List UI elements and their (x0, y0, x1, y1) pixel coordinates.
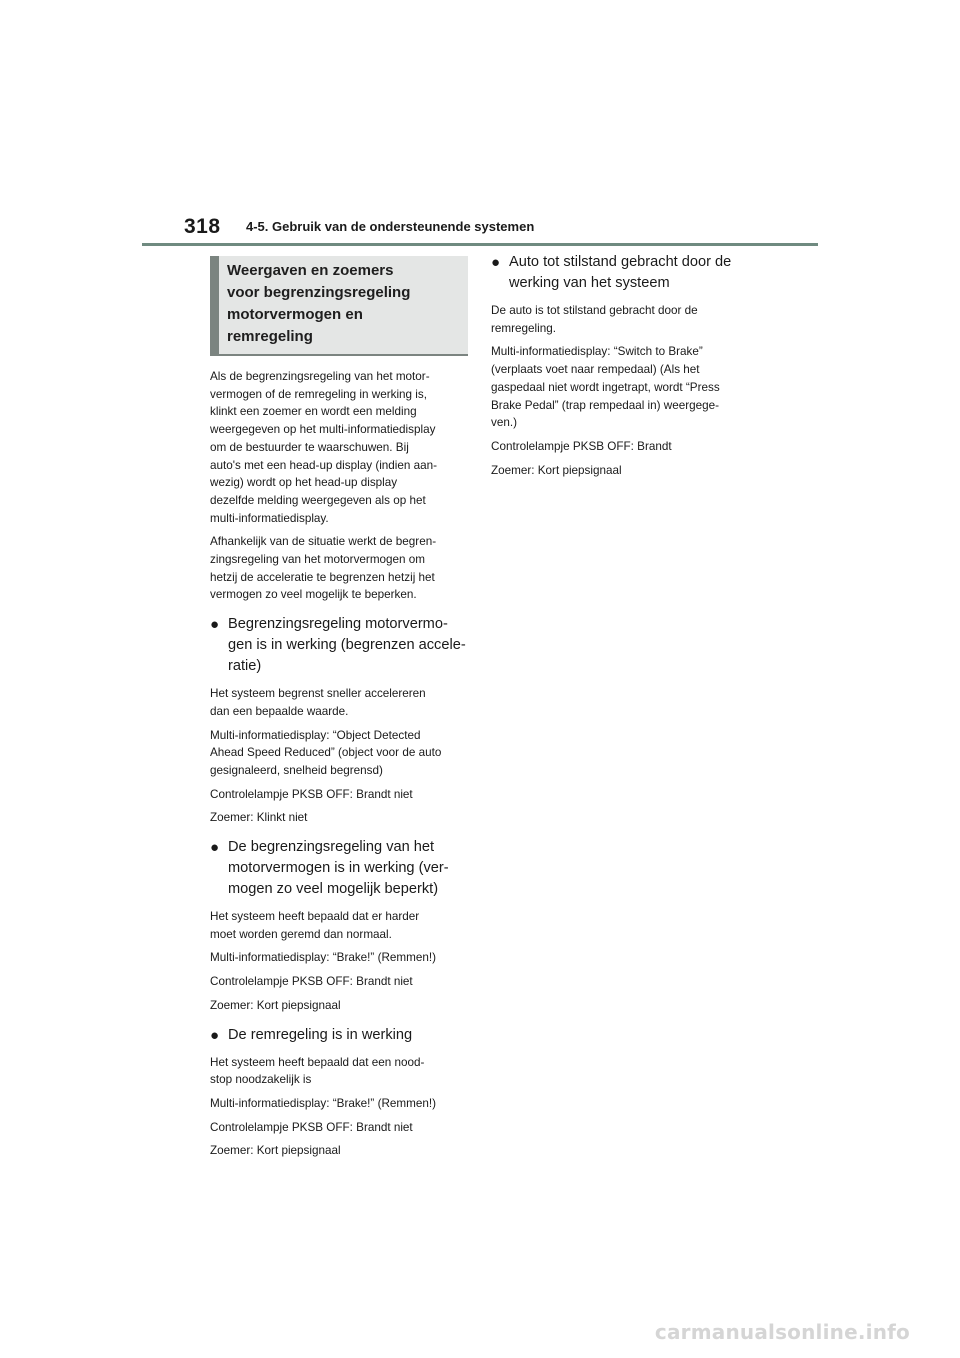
body-paragraph (491, 343, 751, 432)
section-title: 4-5. Gebruik van de ondersteunende systemen (246, 219, 535, 234)
body-paragraph (210, 533, 468, 604)
body-paragraph (491, 302, 751, 337)
header-rule (142, 243, 818, 246)
text-line: moet worden geremd dan normaal. (210, 927, 392, 941)
body-paragraph (210, 1142, 468, 1160)
heading-line: Auto tot stilstand gebracht door de (509, 254, 732, 270)
heading-line: ratie) (228, 658, 262, 675)
text-line: Het systeem heeft bepaald dat een nood- (210, 1055, 425, 1069)
text-line: Zoemer: Kort piepsignaal (491, 463, 622, 477)
text-line: Zoemer: Kort piepsignaal (210, 1144, 341, 1158)
round-bullet-icon: ● (491, 254, 501, 271)
box-title (227, 260, 460, 348)
text-line: Controlelampje PKSB OFF: Brandt niet (210, 787, 413, 801)
left-column (210, 256, 468, 1166)
intro-text (210, 368, 468, 604)
body-paragraph (210, 727, 468, 780)
text-line: Controlelampje PKSB OFF: Brandt niet (210, 1120, 413, 1134)
heading-line: De remregeling is in werking (228, 1026, 413, 1043)
text-line: vermogen of de remregeling in werking is, (210, 387, 427, 401)
text-line: Het systeem heeft bepaald dat er harder (210, 910, 420, 924)
text-line: gesignaleerd, snelheid begrensd) (210, 763, 383, 777)
heading-line: motorvermogen is in werking (ver- (228, 860, 449, 877)
text-line: Brake Pedal” (trap rempedaal in) weergege- (491, 398, 720, 412)
page-number: 318 (184, 215, 221, 238)
body-paragraph (491, 438, 751, 456)
text-line: ven.) (491, 416, 517, 430)
round-bullet-icon: ● (210, 1026, 220, 1044)
text-line: Het systeem begrenst sneller accelereren (210, 687, 426, 701)
bullet-heading (210, 1025, 468, 1046)
box-title-line: motorvermogen en (227, 306, 363, 323)
body-paragraph (491, 462, 751, 480)
text-line: Controlelampje PKSB OFF: Brandt (491, 439, 672, 453)
text-line: Zoemer: Kort piepsignaal (210, 998, 341, 1012)
bullet-heading-text (228, 837, 468, 900)
body-paragraph (210, 997, 468, 1015)
box-title-line: voor begrenzingsregeling (227, 284, 411, 301)
bullet-heading-text (228, 614, 468, 677)
text-line: dan een bepaalde waarde. (210, 704, 349, 718)
text-line: multi-informatiedisplay. (210, 511, 329, 525)
text-line: Multi-informatiedisplay: “Switch to Brake” (491, 345, 703, 359)
body-paragraph (210, 908, 468, 943)
box-title-line: Weergaven en zoemers (227, 262, 394, 279)
right-sections (491, 252, 751, 479)
text-line: De auto is tot stilstand gebracht door de (491, 304, 698, 317)
topic-box (210, 256, 468, 356)
left-sections (210, 614, 468, 1160)
body-paragraph (210, 368, 468, 527)
text-line: Afhankelijk van de situatie werkt de begren- (210, 535, 437, 549)
text-line: auto's met een head-up display (indien aan- (210, 458, 438, 472)
body-paragraph (210, 809, 468, 827)
text-line: Als de begrenzingsregeling van het motor- (210, 370, 430, 383)
bullet-heading (210, 837, 468, 900)
text-line: vermogen zo veel mogelijk te beperken. (210, 588, 417, 602)
text-line: klinkt een zoemer en wordt een melding (210, 405, 417, 419)
text-line: (verplaats voet naar rempedaal) (Als het (491, 363, 700, 377)
text-line: weergegeven op het multi-informatiedisplay (210, 423, 436, 437)
round-bullet-icon: ● (210, 616, 220, 634)
text-line: stop noodzakelijk is (210, 1073, 312, 1087)
right-column (491, 252, 751, 485)
body-paragraph (210, 786, 468, 804)
heading-line: gen is in werking (begrenzen accele- (228, 637, 466, 654)
body-paragraph (210, 973, 468, 991)
bullet-heading (491, 252, 751, 294)
box-title-line: remregeling (227, 328, 313, 345)
text-line: Multi-informatiedisplay: “Brake!” (Remmen!) (210, 951, 437, 965)
text-line: Zoemer: Klinkt niet (210, 811, 308, 825)
text-line: hetzij de acceleratie te begrenzen hetzij het (210, 570, 435, 584)
text-line: Ahead Speed Reduced” (object voor de auto (210, 746, 442, 760)
round-bullet-icon: ● (210, 839, 220, 857)
heading-line: mogen zo veel mogelijk beperkt) (228, 881, 439, 898)
heading-line: De begrenzingsregeling van het (228, 839, 435, 856)
text-line: zingsregeling van het motorvermogen om (210, 553, 426, 567)
text-line: Multi-informatiedisplay: “Brake!” (Remmen!) (210, 1096, 437, 1110)
text-line: om de bestuurder te waarschuwen. Bij (210, 440, 409, 454)
heading-line: Begrenzingsregeling motorvermo- (228, 616, 448, 633)
body-paragraph (210, 1095, 468, 1113)
text-line: gaspedaal niet wordt ingetrapt, wordt “Press (491, 380, 720, 394)
bullet-heading-text (509, 252, 751, 294)
text-line: Multi-informatiedisplay: “Object Detected (210, 728, 421, 742)
bullet-heading-text (228, 1025, 468, 1046)
text-line: wezig) wordt op het head-up display (210, 476, 398, 490)
heading-line: werking van het systeem (509, 275, 670, 291)
body-paragraph (210, 685, 468, 720)
text-line: dezelfde melding weergegeven als op het (210, 493, 426, 507)
body-paragraph (210, 1119, 468, 1137)
text-line: remregeling. (491, 321, 556, 335)
body-paragraph (210, 949, 468, 967)
text-line: Controlelampje PKSB OFF: Brandt niet (210, 975, 413, 989)
watermark: carmanualsonline.info (654, 1320, 910, 1344)
bullet-heading (210, 614, 468, 677)
body-paragraph (210, 1054, 468, 1089)
